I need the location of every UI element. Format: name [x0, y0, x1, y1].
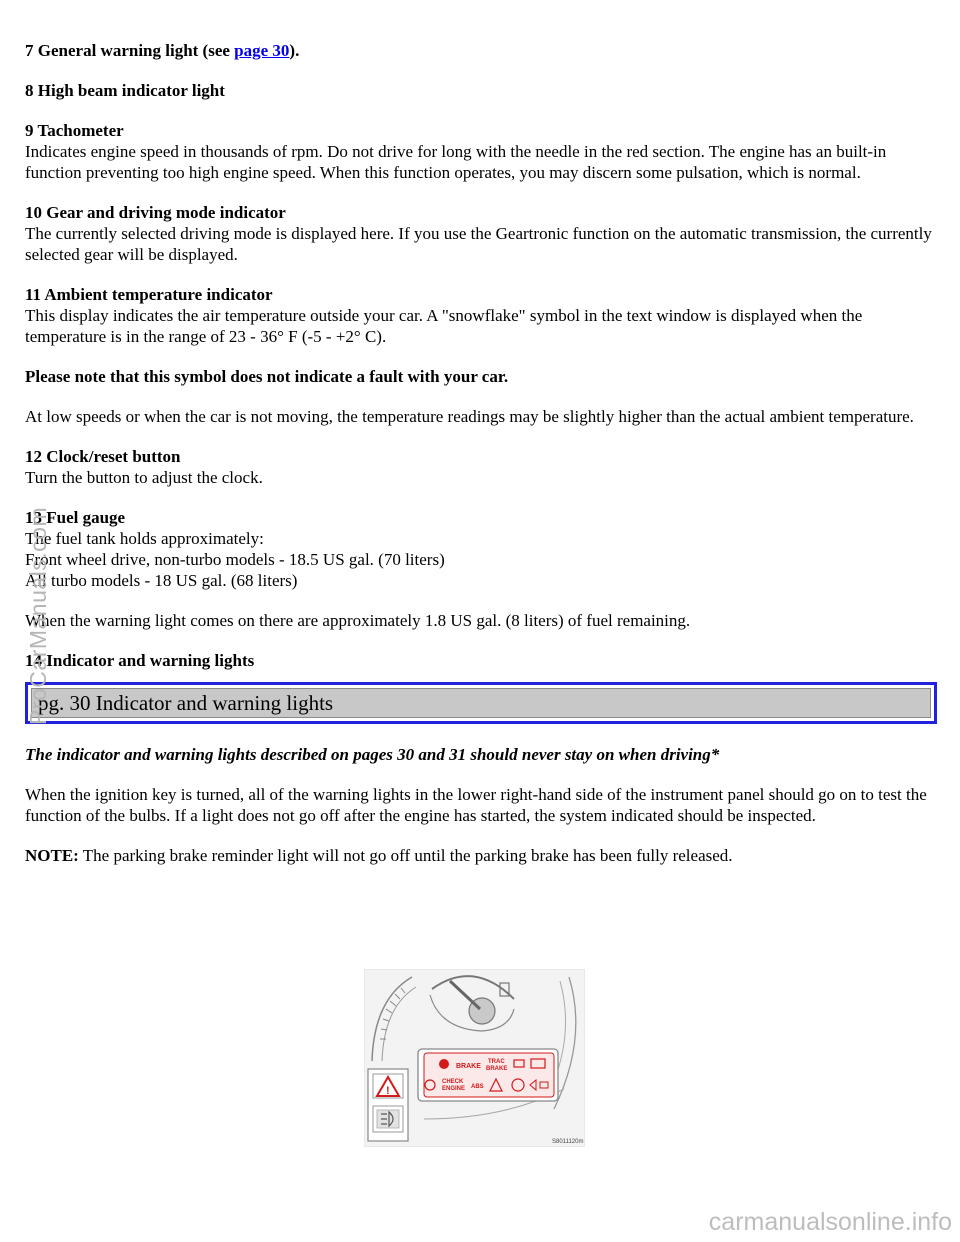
item-13: [25, 507, 937, 591]
item-10-body: The currently selected driving mode is displayed here. If you use the Geartronic function on the automatic transmission, the currently selected gear will be displayed.: [25, 224, 932, 264]
item-12-body: Turn the button to adjust the clock.: [25, 468, 263, 487]
instrument-panel-drawing: [364, 969, 585, 1147]
trac-label-2: BRAKE: [486, 1066, 508, 1072]
item-11-body: This display indicates the air temperature outside your car. A "snowflake" symbol in the text window is displayed when the temperature is in the range of 23 - 36° F (-5 - +2° C).: [25, 306, 863, 346]
item-7-suffix: ).: [289, 41, 300, 60]
item-14: [25, 650, 937, 671]
page-30-link[interactable]: page 30: [234, 41, 290, 60]
item-7-prefix: 7 General warning light (see: [25, 41, 235, 60]
item-8-heading: 8 High beam indicator light: [25, 81, 225, 100]
trac-label-1: TRAC: [488, 1059, 505, 1065]
item-13-heading: 13 Fuel gauge: [25, 508, 126, 527]
item-8: [25, 80, 937, 101]
item-7: [25, 40, 937, 61]
instrument-panel-figure: [364, 969, 585, 1147]
item-14-heading: 14 Indicator and warning lights: [25, 651, 255, 670]
figure-code: S8011120m: [552, 1139, 584, 1145]
note-text: The parking brake reminder light will not go off until the parking brake has been fully released.: [78, 846, 733, 865]
warning-exclamation-icon: !: [386, 1085, 390, 1097]
item-13-line2: Front wheel drive, non-turbo models - 18.5 US gal. (70 liters): [25, 550, 445, 569]
parking-brake-note: [25, 845, 937, 866]
airbag-icon: [439, 1059, 449, 1069]
item-10-heading: 10 Gear and driving mode indicator: [25, 203, 286, 222]
item-13-line1: The fuel tank holds approximately:: [25, 529, 264, 548]
item-9-body: Indicates engine speed in thousands of rpm. Do not drive for long with the needle in the red section. The engine has an built-in function preventing too high engine speed. When this function operates, you may discern some pulsation, which is normal.: [25, 142, 887, 182]
ignition-paragraph: When the ignition key is turned, all of the warning lights in the lower right-hand side of the instrument panel should go on to test the function of the bulbs. If a light does not go off after the engine has started, the system indicated should be inspected.: [25, 785, 927, 825]
abs-label: ABS: [471, 1084, 484, 1090]
item-13-line3: All turbo models - 18 US gal. (68 liters): [25, 571, 298, 590]
item-9-heading: 9 Tachometer: [25, 121, 124, 140]
note-label: NOTE:: [25, 846, 79, 865]
check-label-2: ENGINE: [442, 1086, 466, 1092]
item-10: [25, 202, 937, 265]
bottom-watermark: carmanualsonline.info: [708, 1208, 952, 1236]
fault-note: Please note that this symbol does not indicate a fault with your car.: [25, 367, 509, 386]
item-11-heading: 11 Ambient temperature indicator: [25, 285, 273, 304]
manual-page: [25, 40, 937, 885]
item-9: [25, 120, 937, 183]
item-11: [25, 284, 937, 347]
side-watermark: ProCarManuals.com: [25, 506, 51, 725]
section-banner-title: pg. 30 Indicator and warning lights: [31, 688, 931, 718]
check-label-1: CHECK: [442, 1079, 464, 1085]
brake-label: BRAKE: [456, 1063, 481, 1070]
item-12-heading: 12 Clock/reset button: [25, 447, 181, 466]
low-speed-note: At low speeds or when the car is not moving, the temperature readings may be slightly higher than the actual ambient temperature.: [25, 407, 914, 426]
fuel-warning-note: When the warning light comes on there are approximately 1.8 US gal. (8 liters) of fuel remaining.: [25, 611, 691, 630]
section-banner: [25, 682, 937, 724]
never-on-note: The indicator and warning lights described on pages 30 and 31 should never stay on when driving*: [25, 745, 720, 764]
item-12: [25, 446, 937, 488]
